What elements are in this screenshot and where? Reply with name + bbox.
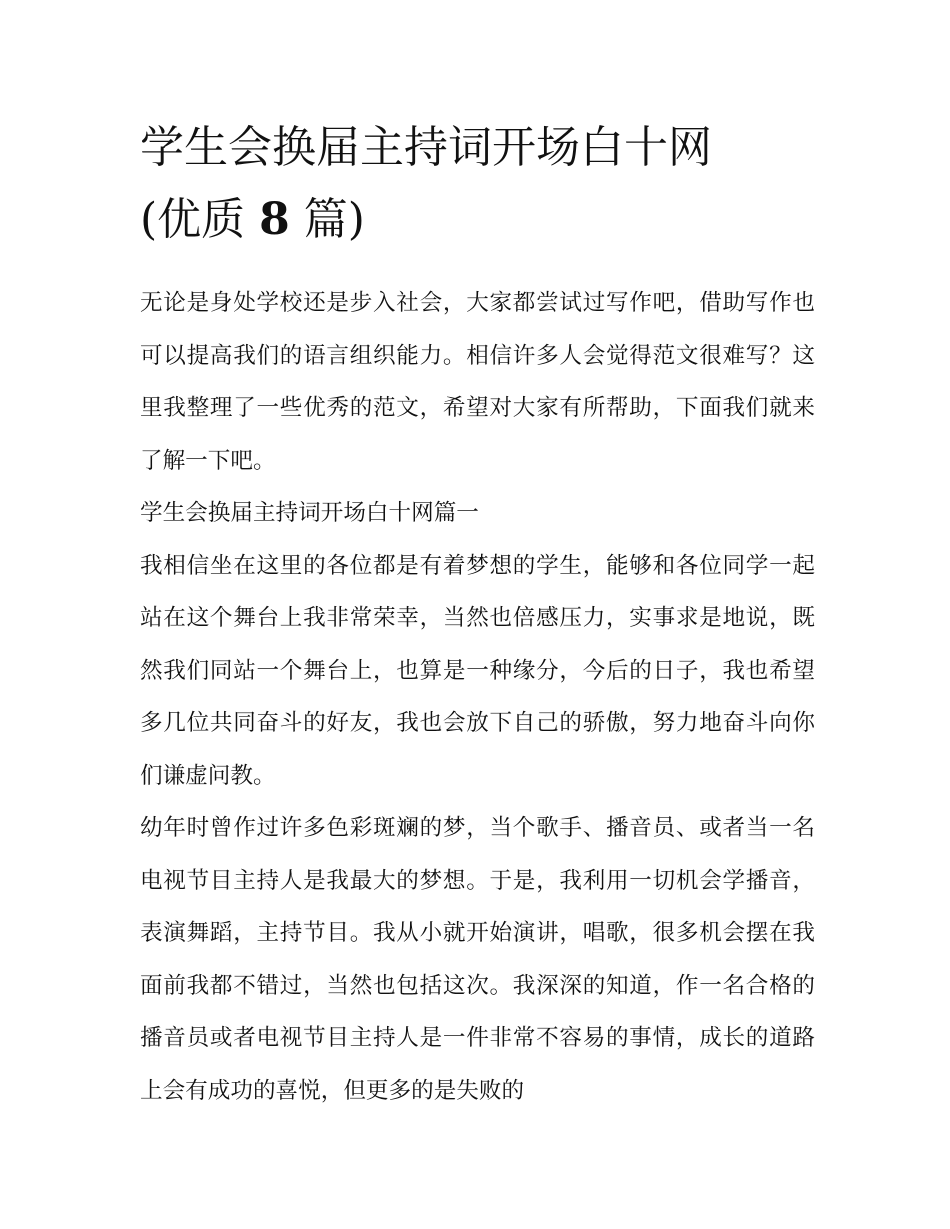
body-paragraph: 我相信坐在这里的各位都是有着梦想的学生，能够和各位同学一起站在这个舞台上我非常荣幸，当然也倍感压力，实事求是地说，既然我们同站一个舞台上，也算是一种缘分，今后的日子，我也希望多几位共同奋斗的好友，我也会放下自己的骄傲，努力地奋斗向你们谦虚问教。 — [140, 552, 815, 789]
title-count: 8 — [259, 194, 290, 245]
intro-paragraph: 无论是身处学校还是步入社会，大家都尝试过写作吧，借助写作也可以提高我们的语言组织能力。相信许多人会觉得范文很难写？这里我整理了一些优秀的范文，希望对大家有所帮助，下面我们就来了解一下吧。 — [140, 290, 815, 474]
body-paragraph: 幼年时曾作过许多色彩斑斓的梦，当个歌手、播音员、或者当一名电视节目主持人是我最大的梦想。于是，我利用一切机会学播音，表演舞蹈，主持节目。我从小就开始演讲，唱歌，很多机会摆在我面前我都不错过，当然也包括这次。我深深的知道，作一名合格的播音员或者电视节目主持人是一件非常不容易的事情，成长的道路上会有成功的喜悦，但更多的是失败的 — [140, 815, 815, 1104]
document-title — [140, 112, 815, 256]
section-heading: 学生会换届主持词开场白十网篇一 — [140, 500, 479, 526]
title-suffix: 篇) — [289, 194, 365, 245]
document-body — [140, 112, 815, 1117]
title-prefix: (优质 — [140, 194, 260, 245]
title-line-1: 学生会换届主持词开场白十网 — [140, 122, 712, 173]
